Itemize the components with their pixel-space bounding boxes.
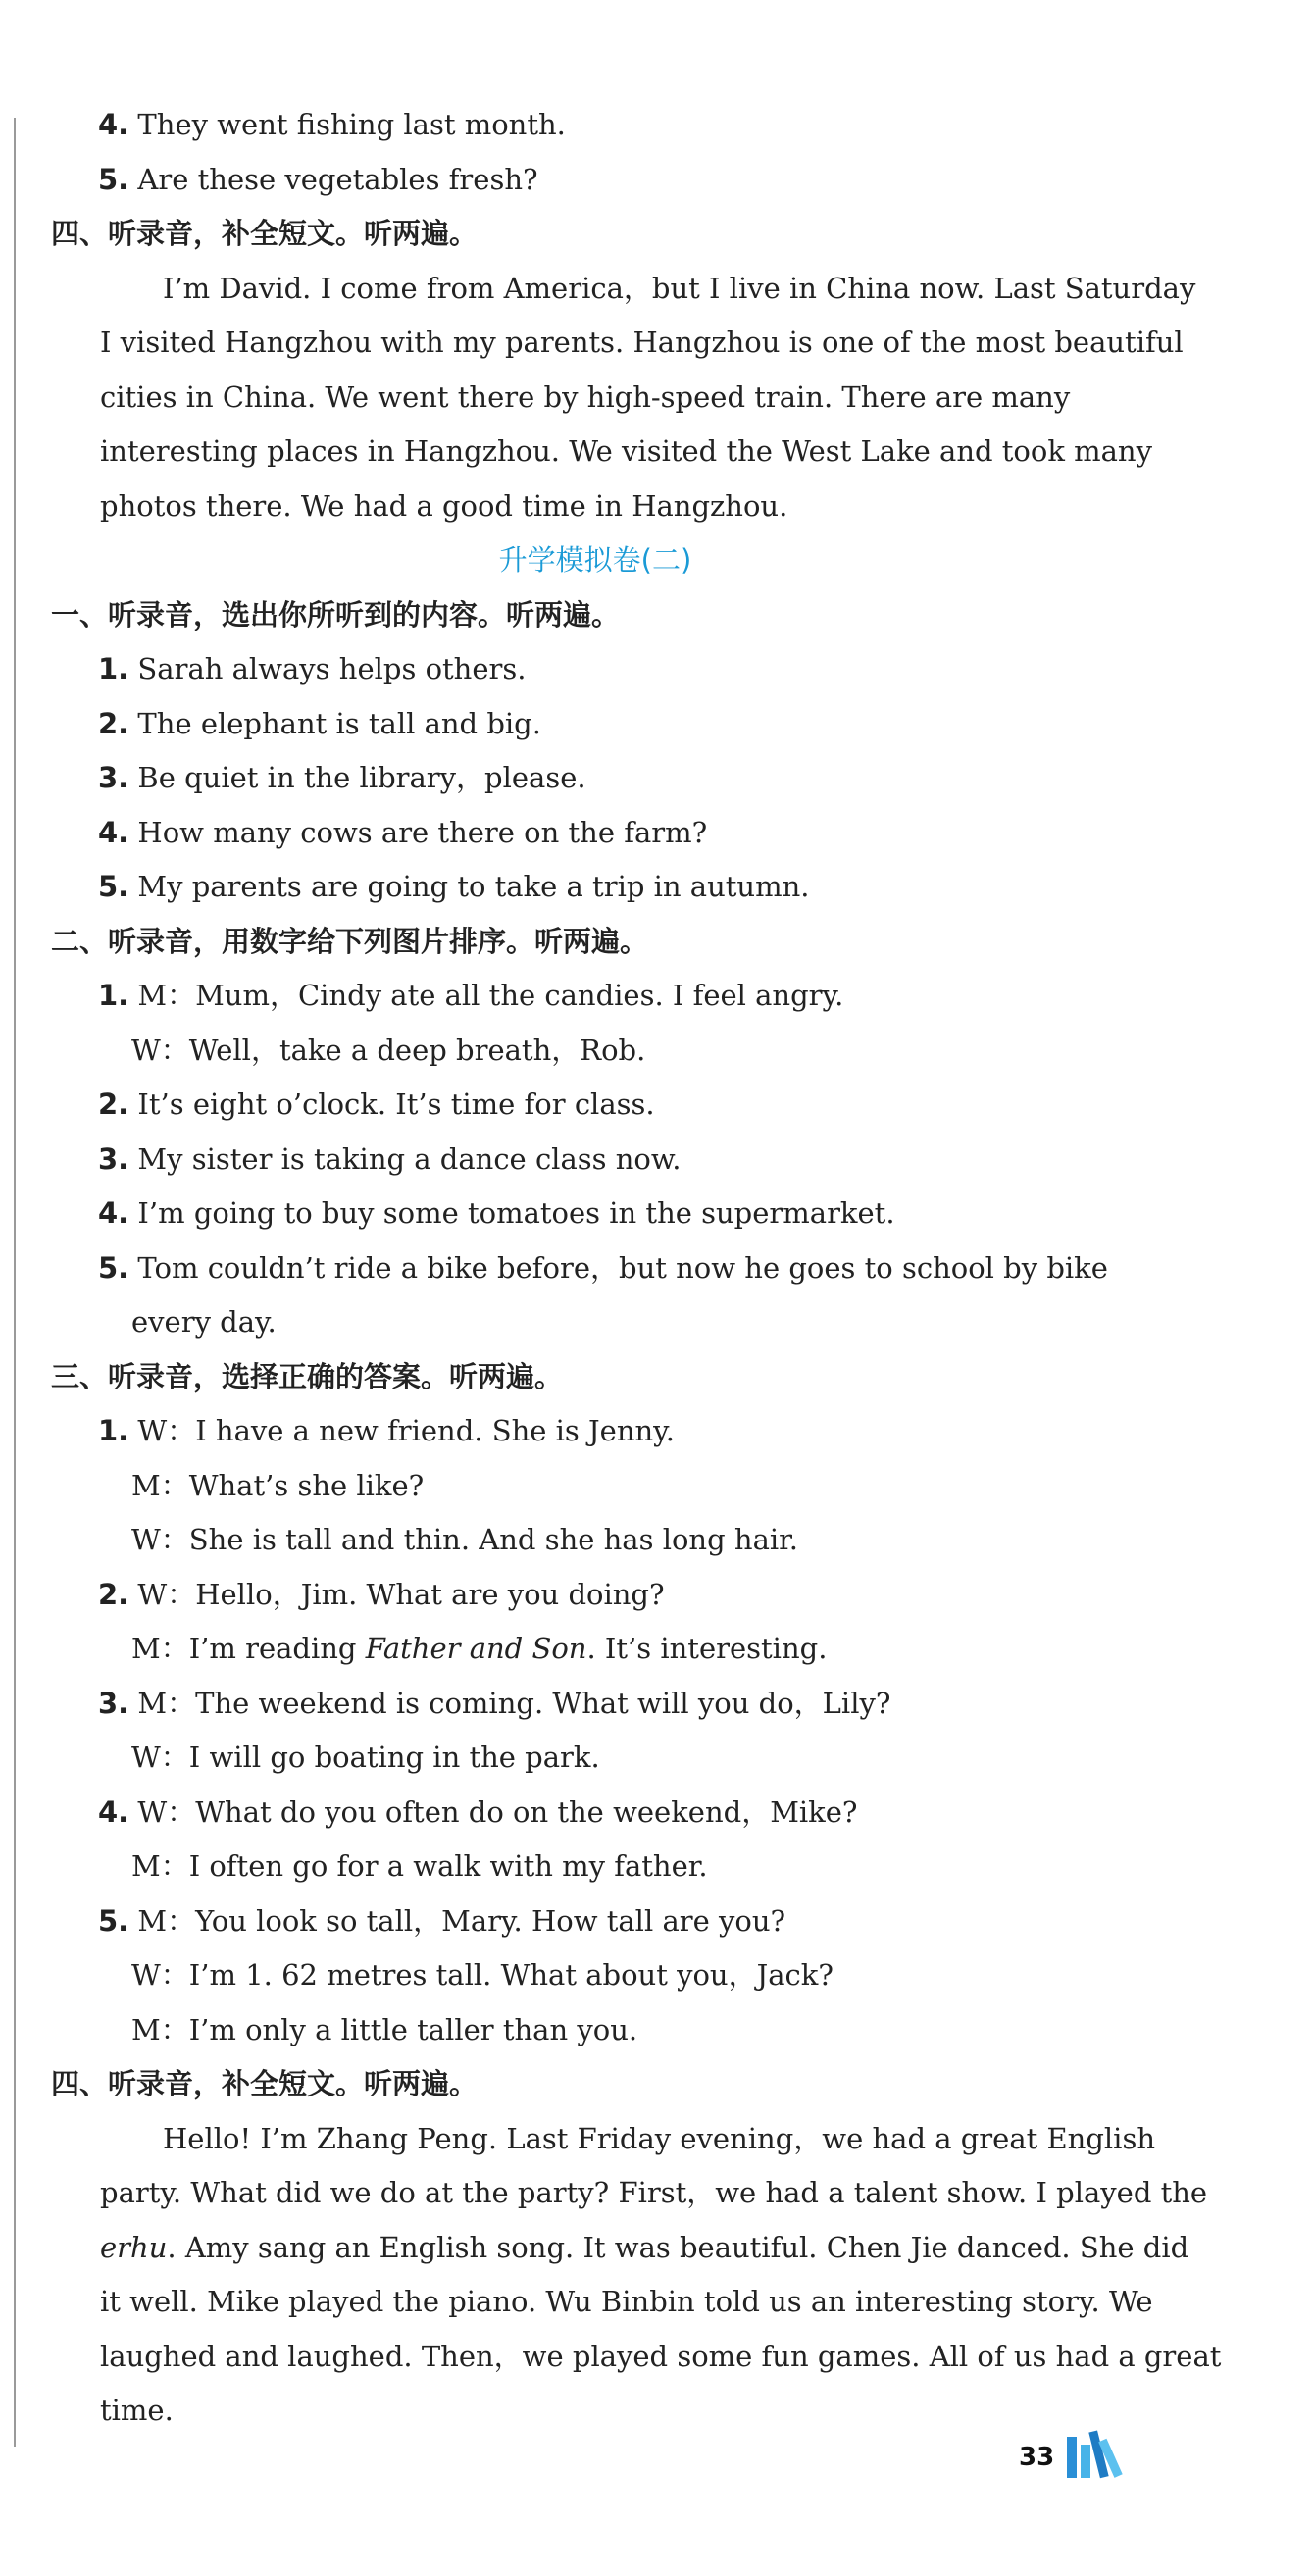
- binding-margin-line: [14, 118, 16, 2447]
- dialogue-line: [51, 1622, 1139, 1677]
- list-item: [51, 860, 1139, 915]
- item-number: 2.: [98, 1087, 129, 1121]
- section-heading: 四、听录音，补全短文。听两遍。: [51, 2067, 479, 2100]
- exam-title: 升学模拟卷(二): [498, 543, 692, 577]
- item-number: 2.: [98, 706, 129, 740]
- item-number: 3.: [98, 1686, 129, 1720]
- passage-line: cities in China. We went there by high-speed train. There are many: [100, 379, 1071, 414]
- section-heading: 四、听录音，补全短文。听两遍。: [51, 217, 479, 250]
- passage-line: I visited Hangzhou with my parents. Hangzhou is one of the most beautiful: [100, 326, 1184, 359]
- list-item: [51, 1078, 1139, 1133]
- item-number: 4.: [98, 815, 129, 849]
- list-item: [51, 1786, 1139, 1841]
- passage-line: [100, 2112, 1155, 2167]
- passage-line: interesting places in Hangzhou. We visited the West Lake and took many: [100, 434, 1152, 468]
- passage-line: photos there. We had a good time in Hangzhou.: [100, 488, 788, 523]
- passage-line: [100, 262, 1196, 317]
- list-item: [51, 806, 1139, 861]
- list-item: [51, 969, 1139, 1024]
- dialogue-line: W：Well，take a deep breath，Rob.: [131, 1033, 646, 1067]
- list-item: [51, 751, 1139, 806]
- item-text: W：I have a new friend. She is Jenny.: [128, 1414, 675, 1447]
- dialogue-line: M：I’m only a little taller than you.: [131, 2012, 638, 2046]
- list-item: [51, 1241, 1139, 1296]
- passage-text: Hello! I’m Zhang Peng. Last Friday evening，we had a great English: [163, 2121, 1155, 2155]
- passage-line: it well. Mike played the piano. Wu Binbin told us an interesting story. We: [100, 2285, 1153, 2318]
- list-item: [51, 1404, 1139, 1459]
- item-number: 1.: [98, 652, 129, 685]
- list-item: [51, 1894, 1139, 1949]
- item-text: Are these vegetables fresh?: [128, 162, 538, 196]
- list-item: [51, 697, 1139, 752]
- books-logo-icon: [1063, 2425, 1124, 2480]
- section-heading: 二、听录音，用数字给下列图片排序。听两遍。: [51, 924, 649, 958]
- page-content: [51, 98, 1222, 2439]
- passage-line: party. What did we do at the party? First，we had a talent show. I played the: [100, 2176, 1208, 2209]
- item-text: M：Mum，Cindy ate all the candies. I feel angry.: [128, 979, 844, 1012]
- dialogue-line: W：She is tall and thin. And she has long hair.: [131, 1523, 799, 1556]
- item-number: 5.: [98, 162, 129, 196]
- dialogue-line: W：I will go boating in the park.: [131, 1741, 600, 1774]
- continuation-line: every day.: [131, 1305, 277, 1339]
- passage-line: [100, 2221, 1189, 2276]
- item-number: 4.: [98, 1794, 129, 1829]
- item-text: Be quiet in the library，please.: [128, 761, 586, 794]
- book-spine-2: [1081, 2445, 1090, 2478]
- item-text: They went fishing last month.: [128, 108, 566, 141]
- item-text: My parents are going to take a trip in autumn.: [128, 870, 810, 903]
- list-item: [51, 98, 1139, 153]
- item-number: 5.: [98, 1903, 129, 1938]
- item-text: I’m going to buy some tomatoes in the supermarket.: [128, 1196, 895, 1230]
- item-number: 4.: [98, 1196, 129, 1230]
- item-text: It’s eight o’clock. It’s time for class.: [128, 1087, 655, 1121]
- item-text: M：The weekend is coming. What will you do，Lily?: [128, 1686, 891, 1720]
- item-text: Tom couldn’t ride a bike before，but now he goes to school by bike: [128, 1250, 1108, 1285]
- list-item: [51, 1568, 1139, 1623]
- passage-line: time.: [100, 2394, 174, 2427]
- passage-text: . Amy sang an English song. It was beautiful. Chen Jie danced. She did: [167, 2230, 1189, 2264]
- item-number: 1.: [98, 979, 129, 1012]
- section-heading: 三、听录音，选择正确的答案。听两遍。: [51, 1359, 564, 1393]
- item-text: M：You look so tall，Mary. How tall are you?: [128, 1903, 786, 1938]
- item-text: My sister is taking a dance class now.: [128, 1141, 682, 1176]
- book-title: Father and Son: [365, 1632, 587, 1665]
- item-number: 5.: [98, 1250, 129, 1285]
- list-item: [51, 1133, 1139, 1187]
- dialogue-line: M：I often go for a walk with my father.: [131, 1849, 708, 1883]
- passage-line: laughed and laughed. Then，we played some fun games. All of us had a great: [100, 2339, 1222, 2373]
- page-number: 33: [1019, 2443, 1055, 2472]
- passage: [51, 262, 1196, 534]
- passage: [51, 2112, 1222, 2439]
- list-item: [51, 642, 1139, 697]
- item-text: W：What do you often do on the weekend，Mike?: [128, 1794, 858, 1829]
- item-number: 1.: [98, 1414, 129, 1447]
- item-text: How many cows are there on the farm?: [128, 815, 708, 849]
- dialogue-text: M：I’m reading: [131, 1632, 366, 1665]
- passage-text: I’m David. I come from America，but I live in China now. Last Saturday: [163, 271, 1196, 305]
- item-number: 5.: [98, 870, 129, 903]
- list-item: [51, 153, 1139, 208]
- dialogue-text: . It’s interesting.: [586, 1632, 828, 1665]
- list-item: [51, 1677, 1139, 1732]
- item-text: Sarah always helps others.: [128, 652, 527, 685]
- instrument-name: erhu: [100, 2230, 168, 2264]
- section-heading: 一、听录音，选出你所听到的内容。听两遍。: [51, 597, 621, 631]
- book-spine-1: [1067, 2437, 1077, 2478]
- item-text: The elephant is tall and big.: [128, 706, 541, 740]
- item-number: 4.: [98, 108, 129, 141]
- item-text: W：Hello，Jim. What are you doing?: [128, 1577, 665, 1611]
- dialogue-line: M：What’s she like?: [131, 1468, 425, 1502]
- list-item: [51, 1187, 1139, 1241]
- dialogue-line: W：I’m 1. 62 metres tall. What about you，Jack?: [131, 1958, 834, 1992]
- item-number: 3.: [98, 761, 129, 794]
- item-number: 3.: [98, 1141, 129, 1176]
- item-number: 2.: [98, 1577, 129, 1611]
